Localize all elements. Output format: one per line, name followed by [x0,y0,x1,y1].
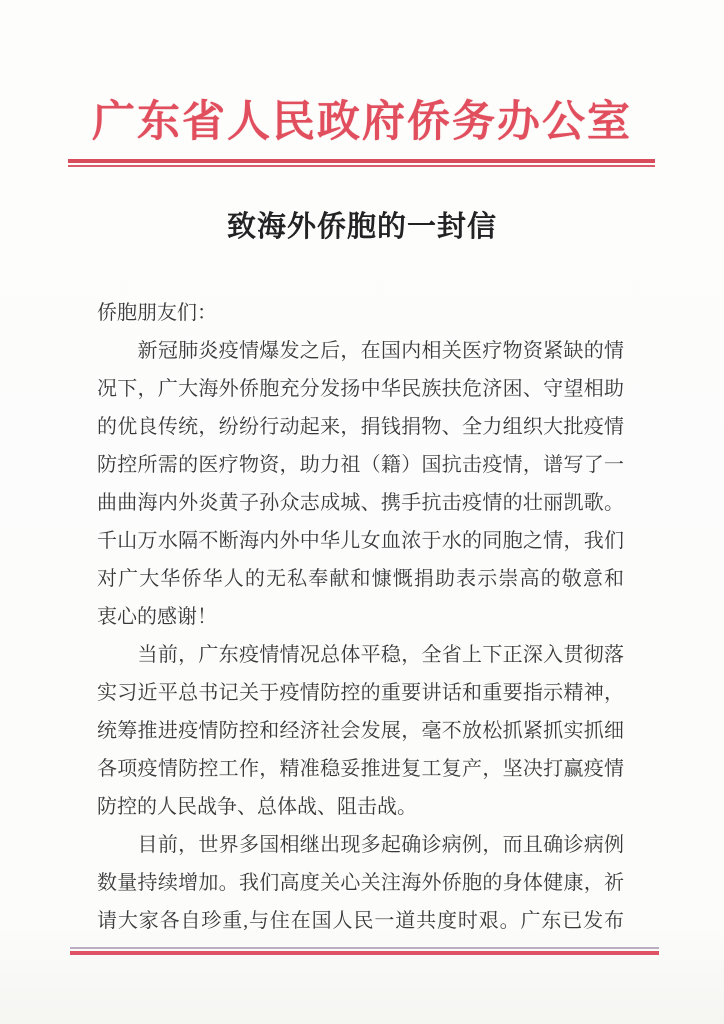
body-line: 统筹推进疫情防控和经济社会发展，毫不放松抓紧抓实抓细 [97,720,624,742]
letterhead-double-rule [68,159,655,167]
body-line: 请大家各自珍重,与住在国人民一道共度时艰。广东已发布 [97,910,624,932]
body-line: 实习近平总书记关于疫情防控的重要讲话和重要指示精神， [97,682,624,704]
body-line: 况下，广大海外侨胞充分发扬中华民族扶危济困、守望相助 [97,378,624,400]
letterhead-rule-thick [68,159,655,163]
body-line: 对广大华侨华人的无私奉献和慷慨捐助表示崇高的敬意和 [97,568,624,590]
letterhead-rule-thin [68,165,655,167]
body-line: 新冠肺炎疫情爆发之后，在国内相关医疗物资紧缺的情 [97,340,624,362]
letter-title: 致海外侨胞的一封信 [226,211,497,243]
letterhead-org-name: 广东省人民政府侨务办公室 [92,99,632,146]
footer-double-rule [70,947,659,955]
body-line: 防控的人民战争、总体战、阻击战。 [97,796,417,818]
body-line: 的优良传统，纷纷行动起来，捐钱捐物、全力组织大批疫情 [97,416,624,438]
footer-rule-thick [70,951,659,955]
body-line: 防控所需的医疗物资，助力祖（籍）国抗击疫情，谱写了一 [97,454,624,476]
footer-rule-thin [70,947,659,949]
body-line: 曲曲海内外炎黄子孙众志成城、携手抗击疫情的壮丽凯歌。 [97,492,624,514]
letter-body [97,294,624,940]
body-line: 数量持续增加。我们高度关心关注海外侨胞的身体健康，祈 [97,872,624,894]
salutation-line: 侨胞朋友们： [97,302,217,324]
body-line: 各项疫情防控工作，精准稳妥推进复工复产，坚决打赢疫情 [97,758,624,780]
body-line: 衷心的感谢！ [97,606,217,628]
body-line: 目前，世界多国相继出现多起确诊病例，而且确诊病例 [97,834,624,856]
body-line: 千山万水隔不断海内外中华儿女血浓于水的同胞之情，我们 [97,530,624,552]
body-line: 当前，广东疫情情况总体平稳，全省上下正深入贯彻落 [97,644,624,666]
